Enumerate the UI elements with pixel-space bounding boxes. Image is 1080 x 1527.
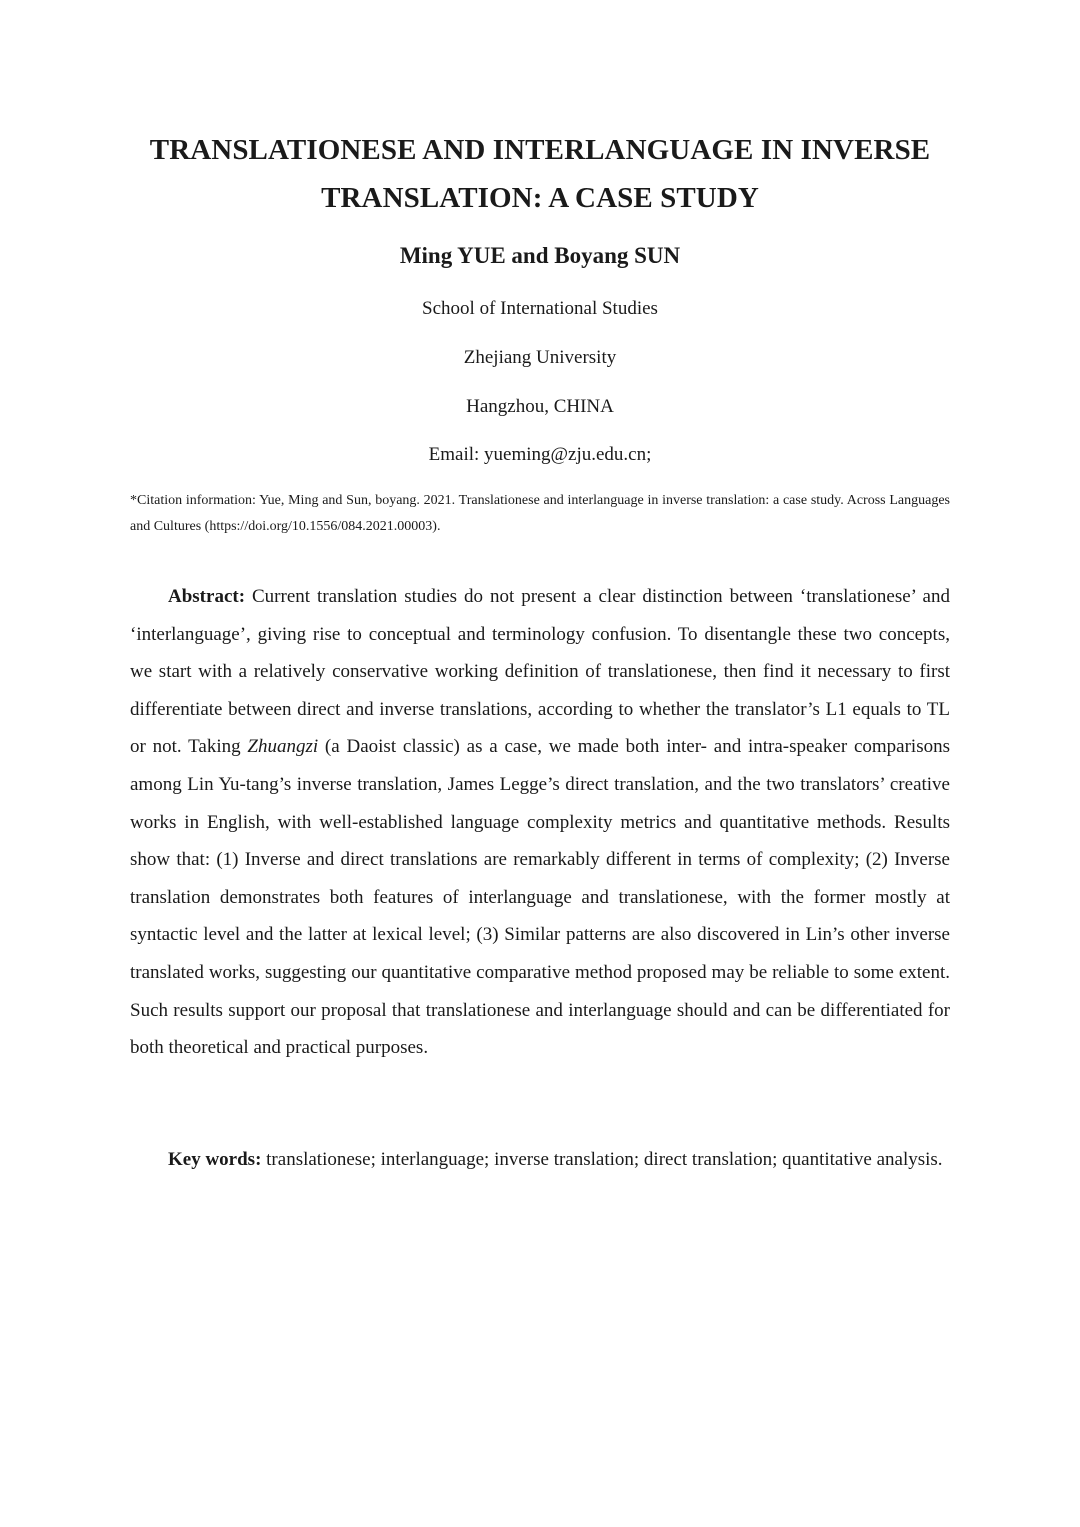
affiliation-university: Zhejiang University bbox=[463, 347, 617, 368]
abstract-label: Abstract: bbox=[168, 586, 246, 607]
abstract-text-part-1: Current translation studies do not present a clear distinction between ‘translationese’ and ‘interlanguage’, giving rise to conceptual and terminology confusion. To disentangle these two concepts, we start with a relatively conservative working definition of translationese, then find it necessary to first differentiate between direct and inverse translations, according to whether the translator’s L1 equals to TL or not. Taking bbox=[130, 586, 950, 758]
abstract-paragraph bbox=[130, 578, 950, 1067]
affiliation-email: Email: yueming@zju.edu.cn; bbox=[428, 444, 652, 465]
affiliation-city: Hangzhou, CHINA bbox=[466, 396, 614, 417]
abstract-text-part-2: (a Daoist classic) as a case, we made both inter- and intra-speaker comparisons among Lin Yu-tang’s inverse translation, James Legge’s direct translation, and the two translators’ creative works in English, with well-established language complexity metrics and quantitative methods. Results show that: (1) Inverse and direct translations are remarkably different in terms of complexity; (2) Inverse translation demonstrates both features of interlanguage and translationese, with the former mostly at syntactic level and the latter at lexical level; (3) Similar patterns are also discovered in Lin’s other inverse translated works, suggesting our quantitative comparative method proposed may be reliable to some extent. Such results support our proposal that translationese and interlanguage should and can be differentiated for both theoretical and practical purposes. bbox=[130, 736, 950, 1059]
paper-title-line-1: TRANSLATIONESE AND INTERLANGUAGE IN INVERSE bbox=[149, 134, 931, 166]
keywords-label: Key words: bbox=[168, 1149, 262, 1170]
keywords-text: translationese; interlanguage; inverse translation; direct translation; quantitative analysis. bbox=[261, 1149, 943, 1170]
affiliation-school: School of International Studies bbox=[422, 298, 658, 319]
keywords-paragraph bbox=[130, 1141, 950, 1179]
paper-authors: Ming YUE and Boyang SUN bbox=[399, 243, 681, 268]
paper-title-line-2: TRANSLATION: A CASE STUDY bbox=[321, 182, 759, 214]
paper-title bbox=[100, 126, 980, 222]
citation-note: *Citation information: Yue, Ming and Sun, boyang. 2021. Translationese and interlanguage in inverse translation: a case study. Across Languages and Cultures (https://doi.org/10.1556/084.2021.00003). bbox=[130, 493, 950, 534]
abstract-italic-title: Zhuangzi bbox=[247, 736, 319, 758]
